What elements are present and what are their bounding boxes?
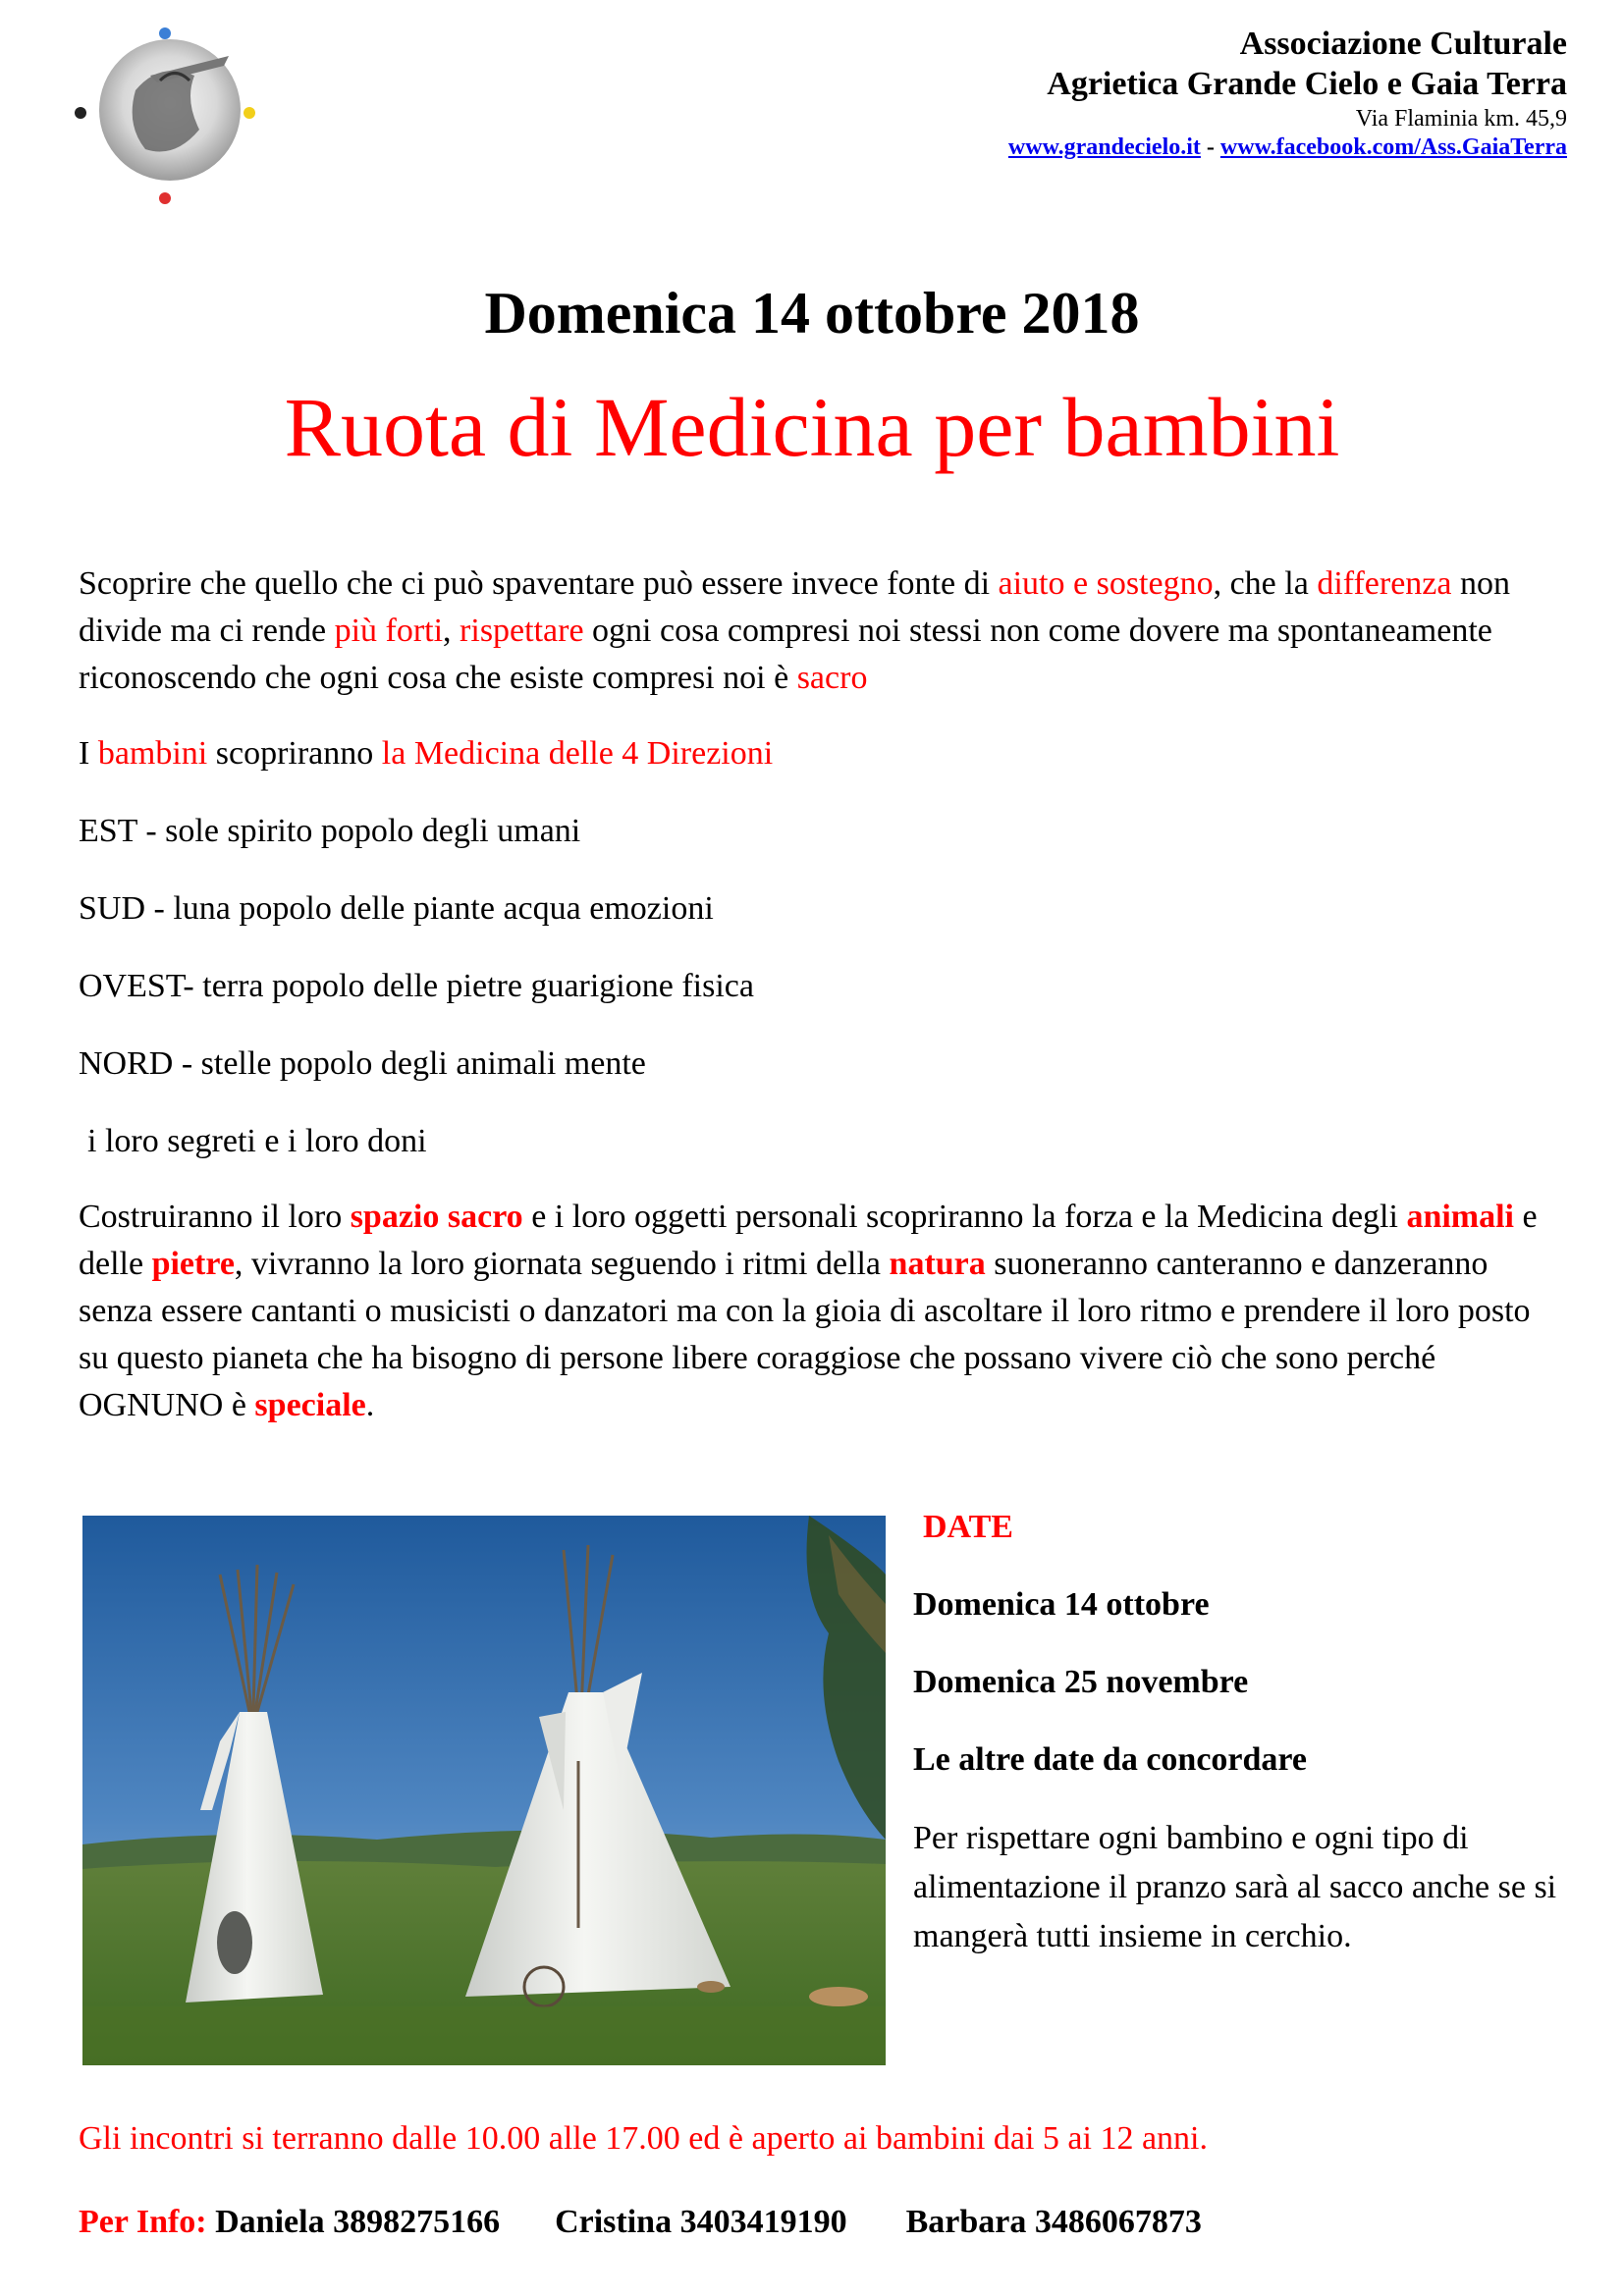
link-separator: -	[1200, 134, 1220, 161]
date-item: Domenica 25 novembre	[913, 1664, 1249, 1700]
direction-north: NORD - stelle popolo degli animali mente	[79, 1045, 646, 1082]
association-logo	[67, 22, 263, 208]
build-highlight-3: pietre	[151, 1246, 235, 1282]
contact-daniela: Daniela 3898275166	[215, 2204, 501, 2240]
intro-highlight-1: aiuto e sostegno	[998, 565, 1214, 602]
build-text-1: Costruiranno il loro	[79, 1199, 351, 1235]
intro-highlight-4: rispettare	[460, 613, 584, 649]
direction-west: OVEST- terra popolo delle pietre guarigione fisica	[79, 968, 754, 1004]
dates-section	[913, 1504, 1561, 1961]
intro-highlight-3: più forti	[334, 613, 444, 649]
build-highlight-4: natura	[889, 1246, 986, 1282]
org-name-line1: Associazione Culturale	[1239, 26, 1567, 62]
intro-paragraph	[79, 561, 1551, 702]
contact-barbara: Barbara 3486067873	[905, 2204, 1202, 2240]
intro-text-2: , che la	[1213, 565, 1318, 602]
org-address: Via Flaminia km. 45,9	[1355, 105, 1567, 132]
build-text-4: , vivranno la loro giornata seguendo i ritmi della	[234, 1246, 890, 1282]
contact-cristina: Cristina 3403419190	[555, 2204, 847, 2240]
build-highlight-1: spazio sacro	[350, 1199, 523, 1235]
tipi-photo	[82, 1516, 886, 2065]
website-link[interactable]: www.grandecielo.it	[1007, 134, 1201, 161]
intro-text-1: Scoprire che quello che ci può spaventare può essere invece fonte di	[79, 565, 999, 602]
intro-text-4: ,	[443, 613, 460, 649]
org-name-line2: Agrietica Grande Cielo e Gaia Terra	[1047, 66, 1567, 103]
dates-header: DATE	[923, 1509, 1013, 1545]
build-highlight-2: animali	[1406, 1199, 1515, 1235]
intro-highlight-2: differenza	[1317, 565, 1452, 602]
date-item: Domenica 14 ottobre	[913, 1586, 1210, 1623]
build-text-6: .	[365, 1387, 375, 1423]
secrets-line: i loro segreti e i loro doni	[87, 1123, 427, 1159]
org-links	[683, 133, 1567, 162]
lunch-note: Per rispettare ogni bambino e ogni tipo di alimentazione il pranzo sarà al sacco anche se si mangerà tutti insieme in cerchio.	[913, 1820, 1557, 1954]
event-description	[79, 561, 1551, 1429]
discover-text-1: I	[79, 735, 98, 772]
build-paragraph	[79, 1194, 1551, 1429]
facebook-link[interactable]: www.facebook.com/Ass.GaiaTerra	[1219, 134, 1567, 161]
discover-highlight-1: bambini	[97, 735, 208, 772]
event-date-title: Domenica 14 ottobre 2018	[484, 281, 1140, 346]
intro-highlight-5: sacro	[796, 660, 868, 696]
direction-east: EST - sole spirito popolo degli umani	[79, 813, 581, 849]
direction-south: SUD - luna popolo delle piante acqua emozioni	[79, 890, 714, 927]
intro-text-5: ogni cosa compresi noi stessi non come dovere ma spontaneamente riconoscendo che ogni cosa che esiste compresi noi è	[79, 613, 1492, 696]
build-text-5: suoneranno canteranno e danzeranno senza essere cantanti o musicisti o danzatori ma con la gioia di ascoltare il loro ritmo e prendere il loro posto su questo pianeta che ha bisogno di persone libere coraggiose che possano vivere ciò che sono perché OGNUNO è	[79, 1246, 1531, 1423]
event-main-title: Ruota di Medicina per bambini	[284, 380, 1340, 474]
build-text-3: e delle	[79, 1199, 1538, 1282]
hours-note: Gli incontri si terranno dalle 10.00 alle 17.00 ed è aperto ai bambini dai 5 ai 12 anni.	[79, 2120, 1209, 2157]
contact-info	[79, 2204, 1202, 2241]
discover-text-2: scopriranno	[207, 735, 382, 772]
build-highlight-5: speciale	[254, 1387, 366, 1423]
date-item: Le altre date da concordare	[913, 1741, 1307, 1778]
discover-line	[79, 730, 1551, 777]
intro-text-3: non divide ma ci rende	[79, 565, 1510, 649]
organization-header	[683, 24, 1567, 162]
build-text-2: e i loro oggetti personali scopriranno la forza e la Medicina degli	[522, 1199, 1407, 1235]
discover-highlight-2: la Medicina delle 4 Direzioni	[381, 735, 774, 772]
info-label: Per Info:	[79, 2204, 207, 2240]
